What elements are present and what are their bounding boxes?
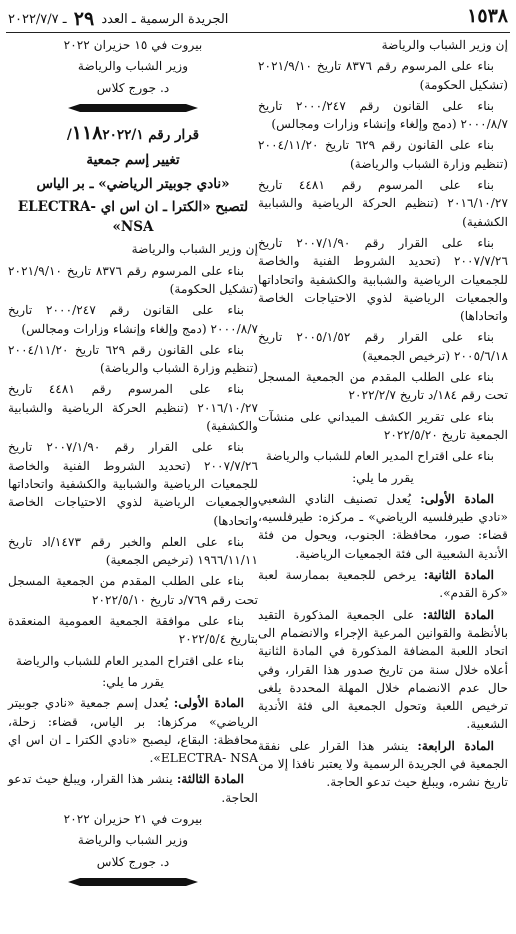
paragraph-text: بناء على تقرير الكشف الميداني على منشآت الجمعية تاريخ ٢٠٢٢/٥/٢٠ — [258, 409, 508, 442]
paragraph-text: بناء على المرسوم رقم ٤٤٨١ تاريخ ٢٠١٦/١٠/٢٧ (تنظيم الحركة الرياضية والشبابية والكشفية) — [8, 382, 258, 434]
paragraph-text: يقرر ما يلي: — [352, 470, 414, 485]
clause-paragraph — [8, 380, 258, 435]
paragraph-text: بناء على الطلب المقدم من الجمعية المسجل تحت رقم ١٨٤/د تاريخ ٢٠٢٢/٢/٧ — [258, 370, 508, 403]
article-paragraph — [258, 606, 508, 734]
section-divider — [68, 877, 198, 887]
decision-subject: تغيير إسم جمعية — [86, 152, 180, 169]
clause-paragraph — [258, 408, 508, 445]
paragraph-text: بناء على المرسوم رقم ٨٣٧٦ تاريخ ٢٠٢١/٩/١٠ (تشكيل الحكومة) — [258, 59, 508, 92]
signature-name: د. جورج كلاس — [96, 854, 170, 869]
decision-new-name: لتصبح «الكترا ـ ان اس اي ELECTRA- NSA» — [17, 198, 249, 236]
article-label: المادة الثالثة: — [176, 772, 244, 787]
issue-date: ـ ٢٠٢٢/٧/٧ — [8, 12, 67, 27]
paragraph-text: بناء على اقتراح المدير العام للشباب والرياضة — [15, 653, 244, 668]
article-paragraph — [258, 566, 508, 603]
page-number: ١٥٣٨ — [467, 5, 508, 27]
left-column — [8, 36, 258, 893]
clause-paragraph — [258, 136, 508, 173]
article-label: المادة الثالثة: — [422, 607, 494, 622]
clause-paragraph — [8, 533, 258, 570]
clause-paragraph — [258, 176, 508, 231]
header-rule — [6, 32, 510, 33]
paragraph-text: بناء على العلم والخبر رقم ١٤٧٣/اد تاريخ ١٩٦٦/١١/١١ (ترخيص الجمعية) — [8, 534, 258, 568]
paragraph-text: بناء على المرسوم رقم ٨٣٧٦ تاريخ ٢٠٢١/٩/١٠ (تشكيل الحكومة) — [8, 263, 258, 296]
signature-place-date: بيروت في ٢١ حزيران ٢٠٢٢ — [63, 812, 203, 826]
clause-paragraph — [8, 673, 258, 691]
article-label: المادة الأولى: — [420, 491, 494, 506]
publication-name: الجريدة الرسمية ـ العدد — [101, 12, 229, 27]
clause-paragraph — [8, 240, 258, 258]
right-column-body — [258, 36, 508, 792]
paragraph-text: ينشر هذا القرار، ويبلغ حيث تدعو الحاجة. — [8, 772, 258, 805]
section-divider — [68, 103, 198, 113]
bottom-signature-block — [8, 810, 258, 871]
paragraph-text: بناء على القانون رقم ٦٢٩ تاريخ ٢٠٠٤/١١/٢٠ (تنظيم وزارة الشباب والرياضة) — [258, 138, 508, 171]
clause-paragraph — [258, 97, 508, 134]
article-paragraph — [258, 490, 508, 563]
decision-number: قرار رقم ١١٨٢٠٢٢/١/ — [66, 121, 200, 144]
header-title — [8, 8, 228, 30]
clause-paragraph — [258, 57, 508, 94]
left-column-body — [8, 240, 258, 807]
right-column — [258, 36, 508, 795]
paragraph-text: إن وزير الشباب والرياضة — [381, 38, 508, 52]
article-label: المادة الثانية: — [423, 568, 494, 583]
paragraph-text: بناء على القرار رقم ٢٠٠٥/١/٥٢ تاريخ ٢٠٠٥/٦/١٨ (ترخيص الجمعية) — [258, 330, 508, 363]
top-signature-block — [8, 36, 258, 97]
paragraph-text: بناء على موافقة الجمعية العمومية المنعقدة بتاريخ ٢٠٢٢/٥/٤ — [8, 614, 258, 647]
paragraph-text: يرخص للجمعية بممارسة لعبة «كرة القدم». — [258, 568, 508, 601]
paragraph-text: بناء على القرار رقم ٢٠٠٧/١/٩٠ تاريخ ٢٠٠٧/٧/٢٦ (تحديد الشروط الفنية والخاصة للجمعيات الرياضية والشبابية والكشفية واتحاداتها والجمعيات الرياضية لذوي الاحتياجات الخاصة واتحادها) — [8, 440, 258, 528]
clause-paragraph — [8, 262, 258, 299]
paragraph-text: بناء على القرار رقم ٢٠٠٧/١/٩٠ تاريخ ٢٠٠٧/٧/٢٦ (تحديد الشروط الفنية والخاصة للجمعيات الرياضية والشبابية والكشفية واتحاداتها والجمعيات الرياضية لذوي الاحتياجات الخاصة واتحاداها) — [258, 235, 508, 324]
paragraph-text: بناء على القانون رقم ٦٢٩ تاريخ ٢٠٠٤/١١/٢٠ (تنظيم وزارة الشباب والرياضة) — [8, 342, 258, 376]
clause-paragraph — [8, 652, 258, 670]
paragraph-text: يُعدل إسم جمعية «نادي جوبيتر الرياضي» مركزها: بر الياس، قضاء: زحلة، محافظة: البقاع، ليصبح «نادي الكترا ـ ان اس اي ELECTRA- NSA». — [8, 696, 258, 766]
article-paragraph — [258, 737, 508, 792]
paragraph-text: يقرر ما يلي: — [102, 674, 164, 689]
paragraph-text: بناء على القانون رقم ٢٠٠٠/٢٤٧ تاريخ ٢٠٠٠/٨/٧ (دمج وإلغاء وإنشاء وزارات ومجالس) — [258, 98, 508, 132]
article-label: المادة الرابعة: — [417, 738, 494, 753]
article-paragraph — [8, 694, 258, 767]
signature-place-date: بيروت في ١٥ حزيران ٢٠٢٢ — [63, 38, 203, 52]
clause-paragraph — [8, 301, 258, 338]
clause-paragraph — [258, 36, 508, 54]
paragraph-text: بناء على اقتراح المدير العام للشباب والرياضة — [265, 449, 494, 464]
clause-paragraph — [258, 234, 508, 325]
article-label: المادة الأولى: — [173, 696, 245, 711]
signature-title: وزير الشباب والرياضة — [77, 59, 189, 74]
clause-paragraph — [258, 447, 508, 465]
clause-paragraph — [258, 469, 508, 487]
paragraph-text: ينشر هذا القرار على نفقة الجمعية في الجريدة الرسمية ولا يعتبر نافذا إلا من تاريخ نشره، ويبلغ حيث تدعو الحاجة. — [258, 738, 508, 790]
signature-name: د. جورج كلاس — [96, 80, 170, 95]
paragraph-text: على الجمعية المذكورة التقيد بالأنظمة والقوانين المرعية الإجراء والانضمام الى اتحاد اللعبة المضافة المذكورة في المادة الثانية أعلاه خلال سنة من تاريخ صدور هذا القرار، وفي حال عدم الانضمام خلال المهلة المحددة يلغى ترخيص اللعبة وتحول الجمعية الى فئة الأندية الشعبية. — [258, 607, 508, 732]
paragraph-text: بناء على المرسوم رقم ٤٤٨١ تاريخ ٢٠١٦/١٠/٢٧ (تنظيم الحركة الرياضية والشبابية الكشفية) — [258, 178, 508, 229]
issue-number: ٢٩ — [73, 8, 95, 30]
paragraph-text: بناء على القانون رقم ٢٠٠٠/٢٤٧ تاريخ ٢٠٠٠/٨/٧ (دمج وإلغاء وإنشاء وزارات ومجالس) — [8, 303, 258, 336]
page-header — [6, 4, 510, 30]
clause-paragraph — [258, 328, 508, 365]
paragraph-text: بناء على الطلب المقدم من الجمعية المسجل تحت رقم ٧٦٩/د تاريخ ٢٠٢٢/٥/١٠ — [8, 574, 258, 607]
clause-paragraph — [8, 612, 258, 649]
clause-paragraph — [258, 368, 508, 405]
clause-paragraph — [8, 572, 258, 609]
paragraph-text: إن وزير الشباب والرياضة — [131, 242, 258, 257]
signature-title: وزير الشباب والرياضة — [77, 833, 189, 848]
article-paragraph — [8, 770, 258, 807]
decision-old-name: «نادي جوبيتر الرياضي» ـ بر الياس — [36, 175, 230, 192]
clause-paragraph — [8, 341, 258, 378]
clause-paragraph — [8, 438, 258, 529]
paragraph-text: يُعدل تصنيف النادي الشعبي «نادي طيرفلسيه الرياضي» ـ مركزه: طيرفلسيه، قضاء: صور، محافظة: الجنوب، ويحول من فئة الأندية الشعبية الى فئة الجمعيات الرياضية. — [258, 491, 508, 561]
